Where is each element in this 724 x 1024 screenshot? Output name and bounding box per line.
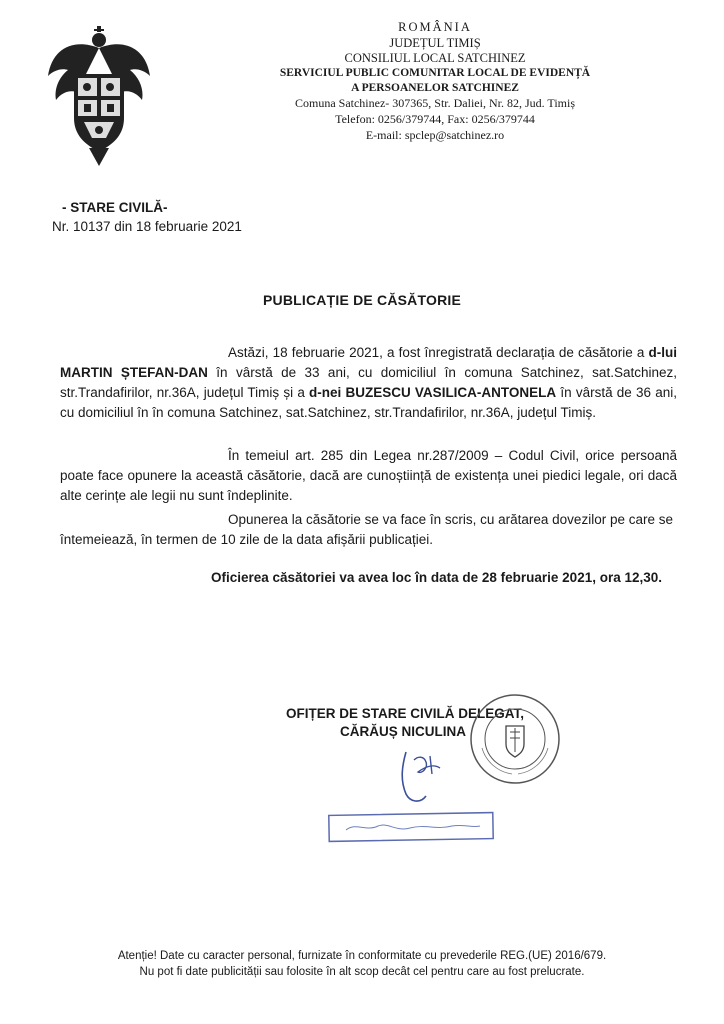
opposition-text: Opunerea la căsătorie se va face în scris, cu arătarea dovezilor pe care se întemeiează, în termen de 10 zile de la data afișării publicației. bbox=[60, 512, 673, 547]
official-stamp-icon bbox=[468, 692, 562, 786]
handwritten-signature-icon bbox=[396, 746, 448, 810]
privacy-notice-line1: Atenție! Date cu caracter personal, furnizate în conformitate cu prevederile REG.(UE) 2016/679. bbox=[117, 950, 607, 962]
officer-title: OFIȚER DE STARE CIVILĂ DELEGAT, bbox=[286, 706, 525, 721]
header-service-line2: A PERSOANELOR SATCHINEZ bbox=[351, 82, 519, 94]
officer-name: CĂRĂUȘ NICULINA bbox=[340, 724, 466, 739]
header-service-line1: SERVICIUL PUBLIC COMUNITAR LOCAL DE EVIDENȚĂ bbox=[279, 67, 591, 79]
bride-name: BUZESCU VASILICA-ANTONELA bbox=[345, 385, 557, 400]
paragraph-legal-basis bbox=[60, 446, 677, 506]
header-phone: Telefon: 0256/379744, Fax: 0256/379744 bbox=[335, 112, 535, 126]
document-title: PUBLICAȚIE DE CĂSĂTORIE bbox=[262, 292, 462, 308]
groom-prefix: d-lui bbox=[648, 345, 677, 360]
paragraph-declaration bbox=[60, 343, 677, 423]
paragraph-opposition bbox=[60, 510, 677, 550]
groom-details: în vârstă de 33 ani, cu domiciliul în comuna Satchinez, sat.Satchinez, str.Trandafirilor, nr.36A, județul Timiș și a bbox=[60, 365, 677, 400]
registration-number: Nr. 10137 din 18 februarie 2021 bbox=[52, 219, 242, 234]
bride-prefix: d-nei bbox=[309, 385, 342, 400]
paragraph-ceremony-date bbox=[60, 568, 677, 588]
department-label: - STARE CIVILĂ- bbox=[62, 200, 168, 215]
legal-basis-text: În temeiul art. 285 din Legea nr.287/2009 – Codul Civil, orice persoană poate face opunere la această căsătorie, dacă are cunoștiință de existența unei piedici legale, ori dacă alte cerințe ale legii nu sunt îndeplinite. bbox=[60, 448, 677, 503]
header-county: JUDEȚUL TIMIȘ bbox=[389, 36, 481, 50]
groom-name: MARTIN ȘTEFAN-DAN bbox=[60, 365, 208, 380]
bride-details: în vârstă de 36 ani, cu domiciliul în în comuna Satchinez, sat.Satchinez, str.Trandafirilor, nr.36A, județul Timiș. bbox=[60, 385, 677, 420]
ceremony-text: Oficierea căsătoriei va avea loc în data de 28 februarie 2021, ora 12,30. bbox=[211, 570, 663, 585]
header-email: E-mail: spclep@satchinez.ro bbox=[365, 128, 505, 142]
coat-of-arms-icon bbox=[44, 18, 154, 168]
declaration-intro: Astăzi, 18 februarie 2021, a fost înregistrată declarația de căsătorie a bbox=[228, 345, 645, 360]
header-country: ROMÂNIA bbox=[398, 20, 472, 34]
privacy-notice-line2: Nu pot fi date publicității sau folosite în alt scop decât cel pentru care au fost prelucrate. bbox=[139, 966, 585, 978]
name-stamp-icon bbox=[326, 810, 496, 844]
header-council: CONSILIUL LOCAL SATCHINEZ bbox=[344, 51, 526, 65]
header-address: Comuna Satchinez- 307365, Str. Daliei, Nr. 82, Jud. Timiș bbox=[294, 96, 575, 110]
